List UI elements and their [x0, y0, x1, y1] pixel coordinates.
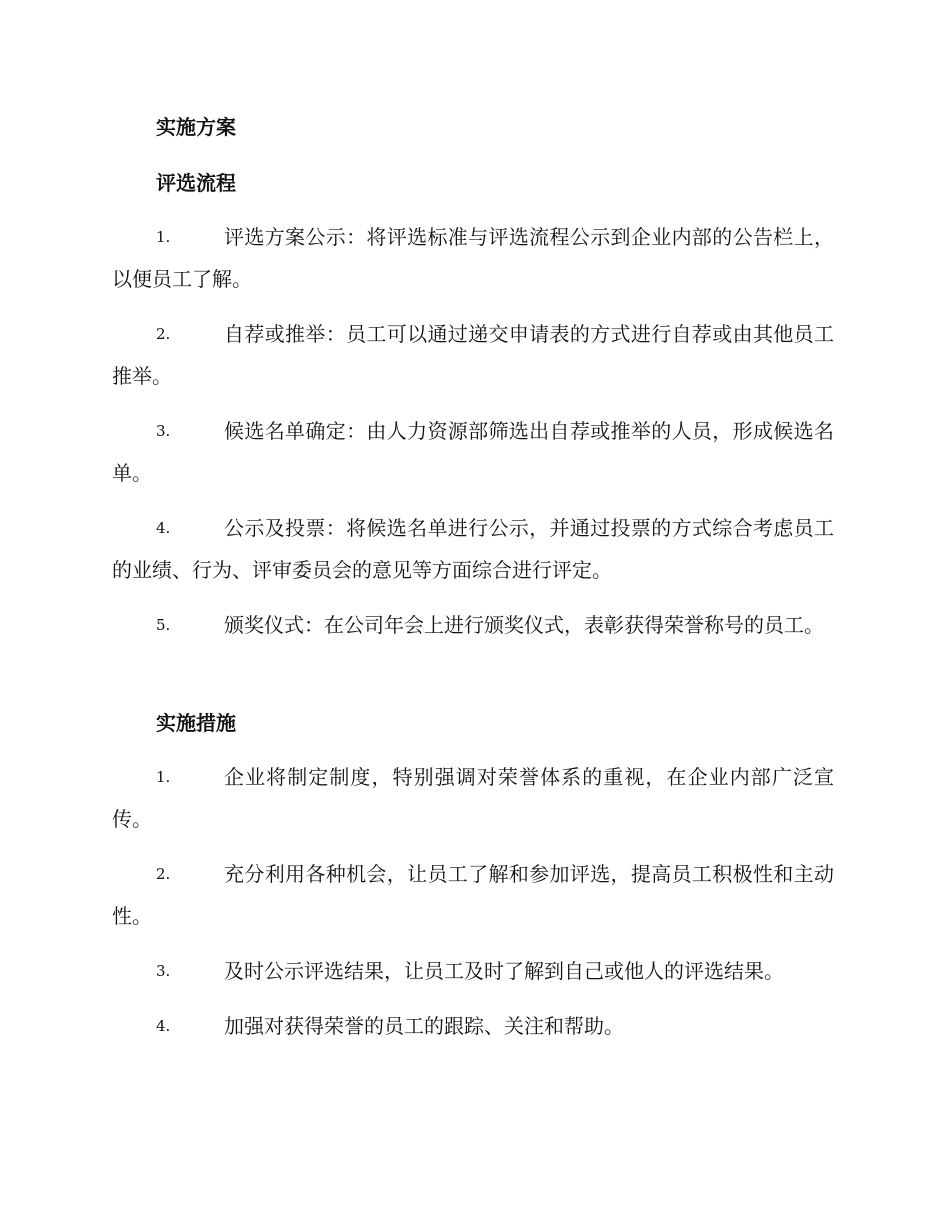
list-item-text: 自荐或推举：员工可以通过递交申请表的方式进行自荐或由其他员工推举。 — [112, 322, 834, 388]
list-item — [112, 950, 834, 992]
document-title: 实施方案 — [156, 115, 236, 139]
list-item-text: 评选方案公示：将评选标准与评选流程公示到企业内部的公告栏上，以便员工了解。 — [112, 225, 834, 291]
list-item — [112, 410, 834, 494]
list-item-number: 3. — [156, 962, 171, 980]
list-item-number: 5. — [156, 616, 171, 634]
list-item-number: 1. — [156, 228, 171, 246]
list-item-number: 2. — [156, 865, 171, 883]
section-heading-selection-process: 评选流程 — [156, 171, 236, 195]
section-heading-implementation-measures: 实施措施 — [156, 711, 236, 735]
list-item — [112, 853, 834, 937]
list-item-number: 4. — [156, 519, 171, 537]
list-item — [112, 1005, 834, 1047]
list-item-text: 候选名单确定：由人力资源部筛选出自荐或推举的人员，形成候选名单。 — [112, 419, 834, 485]
list-item — [112, 507, 834, 591]
list-item-number: 1. — [156, 768, 171, 786]
list-item — [112, 216, 834, 300]
list-item-text: 及时公示评选结果，让员工及时了解到自己或他人的评选结果。 — [224, 959, 784, 983]
list-item-text: 公示及投票：将候选名单进行公示，并通过投票的方式综合考虑员工的业绩、行为、评审委员会的意见等方面综合进行评定。 — [112, 516, 834, 582]
list-item-text: 企业将制定制度，特别强调对荣誉体系的重视，在企业内部广泛宣传。 — [112, 765, 834, 831]
list-item — [112, 313, 834, 397]
list-item-number: 4. — [156, 1017, 171, 1035]
list-item — [112, 756, 834, 840]
list-item-text: 加强对获得荣誉的员工的跟踪、关注和帮助。 — [224, 1014, 624, 1038]
list-item — [112, 604, 834, 646]
list-item-number: 3. — [156, 422, 171, 440]
list-item-text: 充分利用各种机会，让员工了解和参加评选，提高员工积极性和主动性。 — [112, 862, 834, 928]
list-item-number: 2. — [156, 325, 171, 343]
list-item-text: 颁奖仪式：在公司年会上进行颁奖仪式，表彰获得荣誉称号的员工。 — [224, 613, 824, 637]
